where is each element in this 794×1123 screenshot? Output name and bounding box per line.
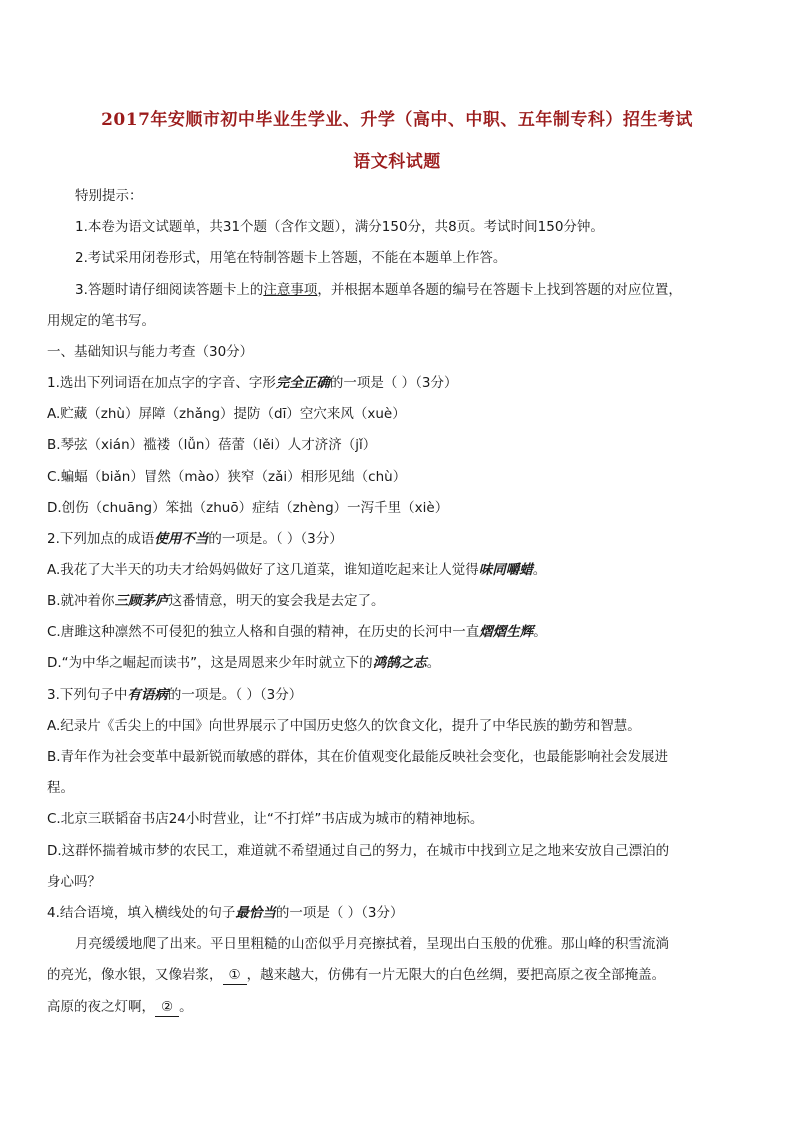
q1-option-a: A.贮藏（zhù）屏障（zhǎng）提防（dī）空穴来风（xuè） [47,406,406,422]
notice-item-1: 1.本卷为语文试题单，共31个题（含作文题），满分150分，共8页。考试时间150分钟。 [75,219,604,235]
q4-passage-line-3 [47,996,747,1018]
q2-c-emph: 熠熠生辉 [479,624,534,640]
q4-passage-line-2 [47,964,747,986]
q4-post: 的一项是（ ）（3分） [275,905,404,921]
question-4 [47,902,747,924]
question-2 [47,528,747,550]
notice-item-3-cont: 用规定的笔书写。 [47,313,155,329]
q1-post: 的一项是（ ）（3分） [329,375,458,391]
q3-emph: 有语病 [127,687,168,703]
q2-a-pre: A.我花了大半天的功夫才给妈妈做好了这几道菜，谁知道吃起来让人觉得 [47,562,479,578]
q3-option-d-cont: 身心吗？ [47,874,101,890]
q2-b-pre: B.就冲着你 [47,593,115,609]
q1-option-d: D.创伤（chuāng）笨拙（zhuō）症结（zhèng）一泻千里（xiè） [47,500,449,516]
q4-p3-post: 。 [179,999,193,1015]
q2-a-post: 。 [532,562,547,578]
question-1 [47,372,747,394]
notice-item-3-pre: 3.答题时请仔细阅读答题卡上的 [75,282,264,298]
q2-c-post: 。 [533,624,547,640]
question-3 [47,684,747,706]
q4-p3-pre: 高原的夜之灯啊， [47,999,155,1015]
q4-p2-pre: 的亮光，像水银，又像岩浆， [47,967,223,983]
q2-option-a [47,559,747,581]
q2-pre: 2.下列加点的成语 [47,531,155,547]
q2-b-emph: 三顾茅庐 [114,593,169,609]
q2-option-b [47,590,747,612]
q2-a-emph: 味同嚼蜡 [478,562,533,578]
q2-d-post: 。 [426,655,441,671]
q4-passage-line-1: 月亮缓缓地爬了出来。平日里粗糙的山峦似乎月亮擦拭着，呈现出白玉般的优雅。那山峰的积雪流淌 [75,936,669,952]
exam-title: 2017年安顺市初中毕业生学业、升学（高中、中职、五年制专科）招生考试 [101,110,693,130]
q3-option-b: B.青年作为社会变革中最新锐而敏感的群体，其在价值观变化最能反映社会变化，也最能影响社会发展进 [47,749,669,765]
q2-c-pre: C.唐雎这种凛然不可侵犯的独立人格和自强的精神，在历史的长河中一直 [47,624,480,640]
q4-pre: 4.结合语境，填入横线处的句子 [47,905,236,921]
q2-b-post: 这番情意，明天的宴会我是去定了。 [168,593,385,609]
notice-item-3 [75,279,775,301]
q1-option-b: B.琴弦（xián）褴褛（lǚn）蓓蕾（lěi）人才济济（jǐ） [47,437,377,453]
q4-p2-post: ，越来越大，仿佛有一片无限大的白色丝绸，要把高原之夜全部掩盖。 [246,967,666,983]
q3-pre: 3.下列句子中 [47,687,128,703]
q1-option-c: C.蝙蝠（biǎn）冒然（mào）狭窄（zǎi）相形见绌（chù） [47,469,407,485]
q4-blank-2: ② [155,998,179,1017]
q3-option-b-cont: 程。 [47,780,74,796]
notice-item-2: 2.考试采用闭卷形式，用笔在特制答题卡上答题，不能在本题单上作答。 [75,250,507,266]
section-heading: 一、基础知识与能力考查（30分） [47,344,254,360]
q2-d-emph: 鸿鹄之志 [372,655,427,671]
q2-post: 的一项是。（ ）（3分） [208,531,343,547]
q2-option-d [47,652,747,674]
q2-option-c [47,621,747,643]
q3-option-c: C.北京三联韬奋书店24小时营业，让“不打烊”书店成为城市的精神地标。 [47,811,484,827]
exam-subtitle: 语文科试题 [353,152,441,172]
q1-pre: 1.选出下列词语在加点字的字音、字形 [47,375,276,391]
q4-emph: 最恰当 [235,905,276,921]
q2-emph: 使用不当 [154,531,209,547]
q2-d-pre: D.“为中华之崛起而读书”，这是周恩来少年时就立下的 [47,655,373,671]
q4-blank-1: ① [223,966,247,985]
q3-post: 的一项是。（ ）（3分） [167,687,303,703]
q1-emph: 完全正确 [275,375,330,391]
notice-item-3-post: ，并根据本题单各题的编号在答题卡上找到答题的对应位置， [317,282,682,298]
notice-heading: 特别提示： [75,188,143,204]
q3-option-d: D.这群怀揣着城市梦的农民工，难道就不希望通过自己的努力，在城市中找到立足之地来安放自己漂泊的 [47,843,670,859]
notice-item-3-underlined: 注意事项 [263,282,318,298]
q3-option-a: A.纪录片《舌尖上的中国》向世界展示了中国历史悠久的饮食文化，提升了中华民族的勤劳和智慧。 [47,718,641,734]
